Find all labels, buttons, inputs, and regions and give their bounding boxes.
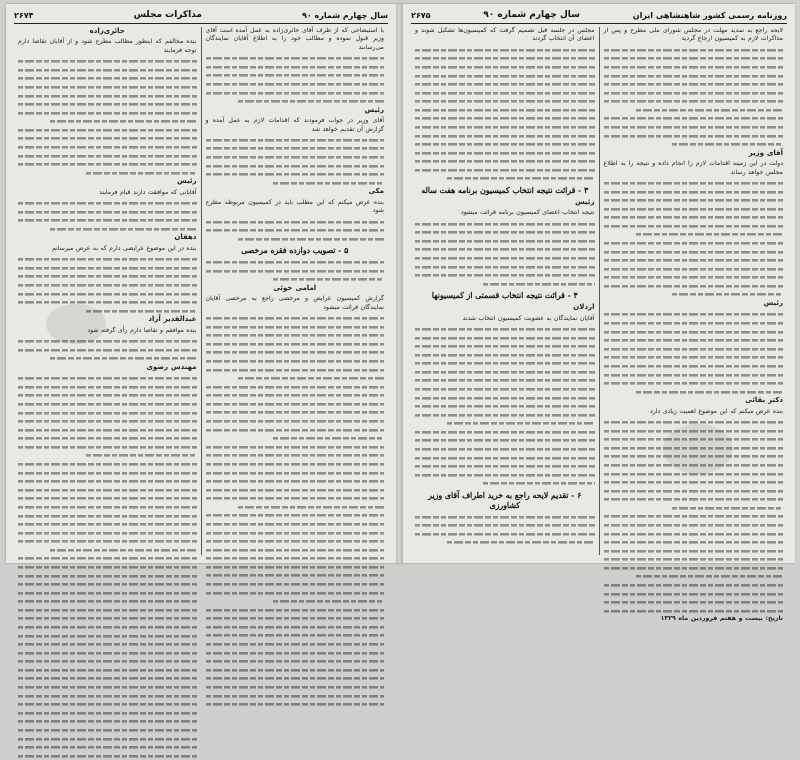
right-page-columns (411, 27, 787, 623)
header-title: روزنامه رسمی کشور شاهنشاهی ایران (632, 10, 787, 20)
paragraph: بنده در این موضوع عرایضی دارم که به عرض میرسانم (51, 244, 197, 252)
section-heading: ۶ - تقدیم لایحه راجع به خرید اطراف آقای وزیر کشاورزی (428, 490, 582, 510)
speaker-name: دهقان (174, 233, 197, 242)
header-rule (14, 23, 388, 24)
section-heading: ۴ - قرائت نتیجه انتخاب قسمتی از کمیسیونها (431, 291, 578, 301)
paragraph: بنده عرض میکنم که این مطلب باید در کمیسیون مربوطه مطرح شود (205, 198, 384, 215)
left-page-header (14, 8, 388, 22)
paragraph: بنده مخالفم که اینطور مطالب مطرح شود و از آقایان تقاضا دارم توجه فرمایند (18, 38, 197, 54)
section-heading: ۵ - تصویب دوازده فقره مرخصی (241, 246, 349, 256)
paragraph: لایحه راجع به تمدید مهلت در مجلس شورای ملی مطرح و پس از مذاکرات لازم به کمیسیون ارجاع گردید (603, 27, 783, 43)
header-title: مذاکرات مجلس (133, 10, 202, 20)
right-page-column-2 (411, 27, 600, 555)
newspaper-spread (6, 4, 794, 623)
footer-line: تاریخ: بیست و هفتم فروردین ماه ۱۳۲۹ (660, 615, 783, 623)
paragraph: آقای وزیر در جواب فرمودند که اقدامات لازم به عمل آمده و گزارش آن تقدیم خواهد شد (205, 117, 384, 133)
right-page-header (411, 8, 787, 22)
left-page-columns (14, 27, 388, 555)
speaker-name: حائری‌زاده (89, 27, 125, 35)
speaker-name: امامی خوئی (273, 283, 317, 292)
page-number: ۲۶۷۴ (14, 10, 34, 20)
speaker-name: آقای وزیر (748, 148, 783, 157)
right-page (402, 4, 795, 623)
left-page (6, 4, 397, 563)
header-volume: سال چهارم شماره ۹۰ (301, 10, 388, 20)
paragraph: بنده عرض میکنم که این موضوع اهمیت زیادی دارد (650, 407, 783, 415)
header-rule (411, 23, 787, 24)
left-page-column-1 (202, 27, 389, 555)
paragraph: نتیجه انتخاب اعضای کمیسیون برنامه قرائت میشود (460, 209, 595, 217)
paragraph: دولت در این زمینه اقدامات لازم را انجام داده و نتیجه را به اطلاع مجلس خواهد رساند (603, 160, 783, 176)
speaker-name: رئیس (575, 197, 595, 206)
right-page-column-1 (600, 27, 788, 623)
speaker-name: مکی (368, 187, 384, 196)
speaker-name: اردلان (573, 303, 595, 312)
paragraph: گزارش کمیسیون عرایض و مرخصی راجع به مرخصی آقایان نمایندگان قرائت میشود (205, 295, 384, 311)
speaker-name: رئیس (763, 299, 783, 308)
section-heading: ۳ - قرائت نتیجه انتخاب کمیسیون برنامه هفت ساله (421, 185, 589, 195)
header-volume: سال چهارم شماره ۹۰ (483, 10, 581, 20)
paragraph: آقایانی که موافقت دارند قیام فرمایند (99, 188, 197, 196)
speaker-name: دکتر بقائی (745, 396, 783, 405)
speaker-name: رئیس (177, 177, 197, 186)
paragraph: آقایان نمایندگان به عضویت کمیسیون انتخاب شدند (462, 314, 595, 322)
paragraph: با استیضاحی که از طرف آقای حائری‌زاده به عمل آمده است آقای وزیر قبول نموده و مطالب خود را به اطلاع آقایان نمایندگان می‌رسانند (205, 27, 384, 51)
left-page-column-2 (14, 27, 202, 555)
page-number: ۲۶۷۵ (411, 10, 431, 20)
speaker-name: عبدالقدیر آزاد (148, 315, 197, 324)
speaker-name: رئیس (364, 105, 384, 114)
paragraph: مجلس در جلسه قبل تصمیم گرفت که کمیسیون‌ها تشکیل شوند و اعضای آن انتخاب گردند (415, 27, 595, 43)
speaker-name: مهندس رضوی (146, 362, 197, 371)
paragraph: بنده موافقم و تقاضا دارم رأی گرفته شود (87, 326, 197, 334)
